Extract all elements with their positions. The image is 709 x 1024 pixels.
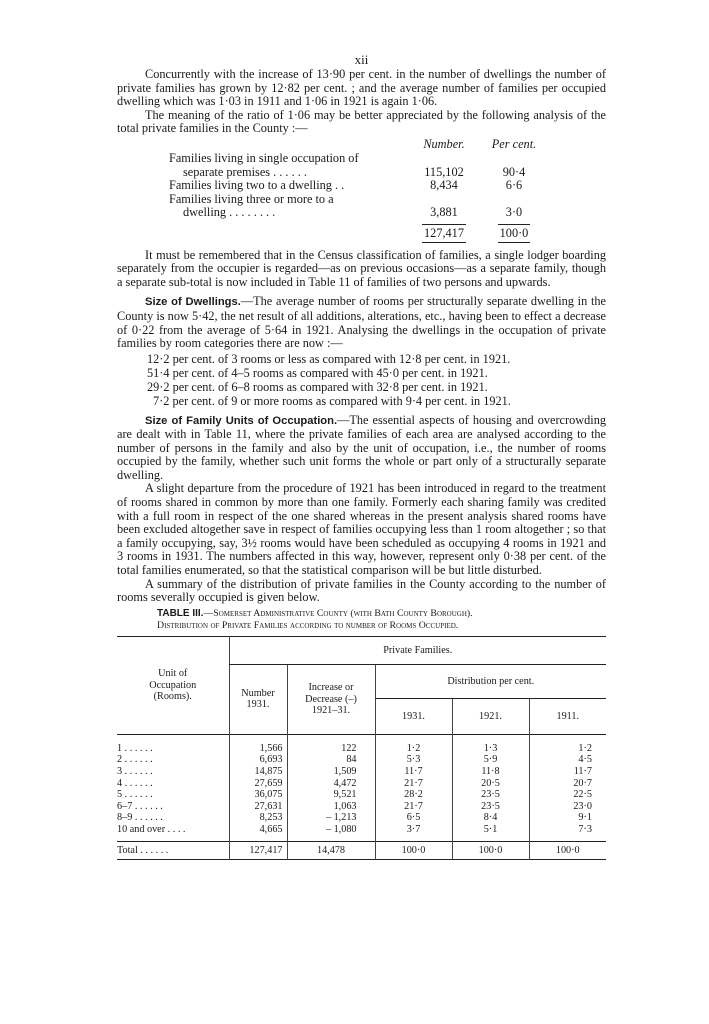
list-item: 51·4 per cent. of 4–5 rooms as compared with 45·0 per cent. in 1921. (147, 365, 488, 380)
cell-unit: 1 . . . . . . (117, 742, 153, 754)
paragraph-text: —The average number of rooms per structurally separate dwelling in the County is now 5·42, the net result of all additions, alterations, etc., having been to effect a decrease of 0·22 from the average of 5·64 in 1921. Analysing the dwellings in the occupation of private families by room categories there are now :— (117, 294, 606, 351)
cell-p1921: 5·1 (452, 824, 529, 836)
row-percent: 90·4 (502, 164, 526, 179)
total-percent: 100·0 (498, 224, 531, 243)
cell-change: 1,509 (287, 766, 375, 778)
header-text: Number (241, 687, 275, 699)
list-item: 12·2 per cent. of 3 rooms or less as compared with 12·8 per cent. in 1921. (147, 351, 511, 366)
table-body (117, 734, 606, 841)
total-number: 127,417 (229, 841, 287, 859)
cell-unit: 8–9 . . . . . . (117, 812, 163, 824)
cell-p1911: 9·1 (529, 812, 606, 824)
cell-p1931: 21·7 (375, 801, 452, 813)
section-heading: Size of Dwellings. (145, 296, 241, 309)
list-item: 7·2 per cent. of 9 or more rooms as compared with 9·4 per cent. in 1921. (153, 394, 511, 409)
families-row (169, 179, 539, 193)
total-p1921: 100·0 (452, 841, 529, 859)
cell-change: 4,472 (287, 778, 375, 790)
header-text: Occupation (149, 679, 197, 691)
cell-number: 36,075 (229, 789, 287, 801)
cell-p1911: 23·0 (529, 801, 606, 813)
cell-p1921: 11·8 (452, 766, 529, 778)
total-p1931: 100·0 (375, 841, 452, 859)
table-row (117, 754, 606, 766)
row-label-cont: separate premises . . . . . . (183, 164, 307, 179)
families-table (169, 138, 539, 243)
cell-change: 1,063 (287, 801, 375, 813)
header-text: Decrease (–) (305, 693, 357, 705)
row-label: Families living three or more to a (169, 191, 334, 206)
families-row (169, 193, 539, 220)
header-text: Unit of (158, 668, 188, 680)
total-unit: Total . . . . . . (117, 844, 169, 856)
row-percent: 6·6 (505, 178, 523, 193)
paragraph-7: A summary of the distribution of private families in the County according to the number of rooms severally occupied is given below. (117, 576, 606, 605)
row-number: 8,434 (430, 178, 458, 193)
cell-p1921: 20·5 (452, 778, 529, 790)
header-text: Increase or (308, 682, 354, 694)
row-label: Families living two to a dwelling . . (169, 178, 345, 193)
cell-unit: 5 . . . . . . (117, 789, 153, 801)
header-number (229, 664, 287, 734)
cell-number: 27,631 (229, 801, 287, 813)
cell-p1921: 23·5 (452, 801, 529, 813)
paragraph-6: A slight departure from the procedure of 1921 has been introduced in regard to the treatment of rooms shared in common by more than one family. Formerly each sharing family was credited with a full room in respect of the one shared whereas in the present analysis shared rooms have been excluded altogether save in respect of families occupying less than 1 room altogether ; so that a family occupying, say, 3½ rooms would have been scheduled as occupying 4 rooms in 1921 and 3 rooms in 1931. The numbers affected in this way, however, represent only 0·38 per cent. of the total families enumerated, so that the statistical comparison will be but little disturbed. (117, 481, 606, 578)
cell-p1911: 22·5 (529, 789, 606, 801)
paragraph-5 (117, 414, 606, 483)
room-categories-list (117, 352, 606, 409)
paragraph-text: —The essential aspects of housing and overcrowding are dealt with in Table 11, where the private families of each area are analysed according to the number of persons in the family and also by the unit of occupation, i.e., the number of rooms occupied by the family, whether such unit forms the whole or part only of a structurally separate dwelling. (117, 412, 606, 482)
table-caption-bold: TABLE III. (157, 607, 204, 619)
cell-p1921: 1·3 (452, 734, 529, 754)
row-percent: 3·0 (505, 205, 523, 220)
cell-number: 8,253 (229, 812, 287, 824)
cell-number: 14,875 (229, 766, 287, 778)
cell-p1931: 21·7 (375, 778, 452, 790)
cell-p1911: 11·7 (529, 766, 606, 778)
cell-p1911: 20·7 (529, 778, 606, 790)
cell-p1931: 3·7 (375, 824, 452, 836)
header-text: 1931. (246, 699, 270, 711)
header-unit (117, 636, 229, 734)
families-row (169, 152, 539, 179)
table-row (117, 734, 606, 754)
table-row (117, 766, 606, 778)
cell-p1931: 5·3 (375, 754, 452, 766)
cell-p1911: 7·3 (529, 824, 606, 836)
table-caption-line-1: —Somerset Administrative County (with Bath County Borough). (203, 607, 473, 619)
table-row (117, 801, 606, 813)
row-label: Families living in single occupation of (169, 150, 359, 165)
table-row (117, 824, 606, 836)
total-number: 127,417 (422, 224, 466, 243)
total-p1911: 100·0 (529, 841, 606, 859)
total-change: 14,478 (287, 841, 375, 859)
cell-number: 6,693 (229, 754, 287, 766)
cell-p1921: 5·9 (452, 754, 529, 766)
cell-unit: 2 . . . . . . (117, 754, 153, 766)
cell-p1931: 6·5 (375, 812, 452, 824)
cell-change: 9,521 (287, 789, 375, 801)
header-distribution: Distribution per cent. (375, 664, 606, 698)
header-1931: 1931. (375, 698, 452, 734)
table-row (117, 778, 606, 790)
header-text: 1921–31. (311, 705, 351, 717)
section-heading: Size of Family Units of Occupation. (145, 414, 338, 427)
list-item: 29·2 per cent. of 6–8 rooms as compared with 32·8 per cent. in 1921. (147, 380, 488, 395)
cell-unit: 4 . . . . . . (117, 777, 153, 789)
cell-change: – 1,080 (287, 824, 375, 836)
header-increase-decrease (287, 664, 375, 734)
cell-p1921: 8·4 (452, 812, 529, 824)
cell-p1931: 11·7 (375, 766, 452, 778)
table-total-row (117, 841, 606, 859)
cell-unit: 6–7 . . . . . . (117, 800, 163, 812)
cell-number: 27,659 (229, 778, 287, 790)
row-number: 3,881 (430, 205, 458, 220)
header-1921: 1921. (452, 698, 529, 734)
cell-p1931: 28·2 (375, 789, 452, 801)
table-caption-line-2: Distribution of Private Families according to number of Rooms Occupied. (157, 619, 459, 631)
families-total-row (169, 224, 539, 243)
row-number: 115,102 (424, 164, 464, 179)
families-table-header (169, 138, 539, 152)
cell-change: – 1,213 (287, 812, 375, 824)
cell-change: 84 (287, 754, 375, 766)
cell-number: 1,566 (229, 734, 287, 754)
table-caption (157, 608, 606, 632)
cell-p1911: 1·2 (529, 734, 606, 754)
cell-unit: 10 and over . . . . (117, 823, 186, 835)
paragraph-1: Concurrently with the increase of 13·90 per cent. in the number of dwellings the number of private families has grown by 12·82 per cent. ; and the average number of families per occupied dwelling which was 1·03 in 1911 and 1·06 in 1921 is again 1·06. (117, 67, 606, 109)
header-text: (Rooms). (153, 691, 192, 703)
cell-unit: 3 . . . . . . (117, 765, 153, 777)
distribution-table (117, 636, 606, 860)
table-row (117, 812, 606, 824)
header-private-families: Private Families. (229, 636, 606, 664)
page-number: xii (354, 52, 369, 67)
cell-p1931: 1·2 (375, 734, 452, 754)
col-number: Number. (423, 136, 465, 151)
row-label-cont: dwelling . . . . . . . . (183, 205, 276, 220)
cell-number: 4,665 (229, 824, 287, 836)
paragraph-3: It must be remembered that in the Census classification of families, a single lodger boarding separately from the occupier is regarded—as on previous occasions—as a separate family, though a separate sub-total is now included in Table 11 of families of two persons and upwards. (117, 247, 606, 289)
table-row (117, 789, 606, 801)
cell-change: 122 (287, 734, 375, 754)
header-1911: 1911. (529, 698, 606, 734)
cell-p1921: 23·5 (452, 789, 529, 801)
paragraph-4 (117, 295, 606, 350)
page (117, 0, 606, 860)
col-percent: Per cent. (491, 136, 537, 151)
cell-p1911: 4·5 (529, 754, 606, 766)
paragraph-2: The meaning of the ratio of 1·06 may be better appreciated by the following analysis of the total private families in the County :— (117, 107, 606, 136)
